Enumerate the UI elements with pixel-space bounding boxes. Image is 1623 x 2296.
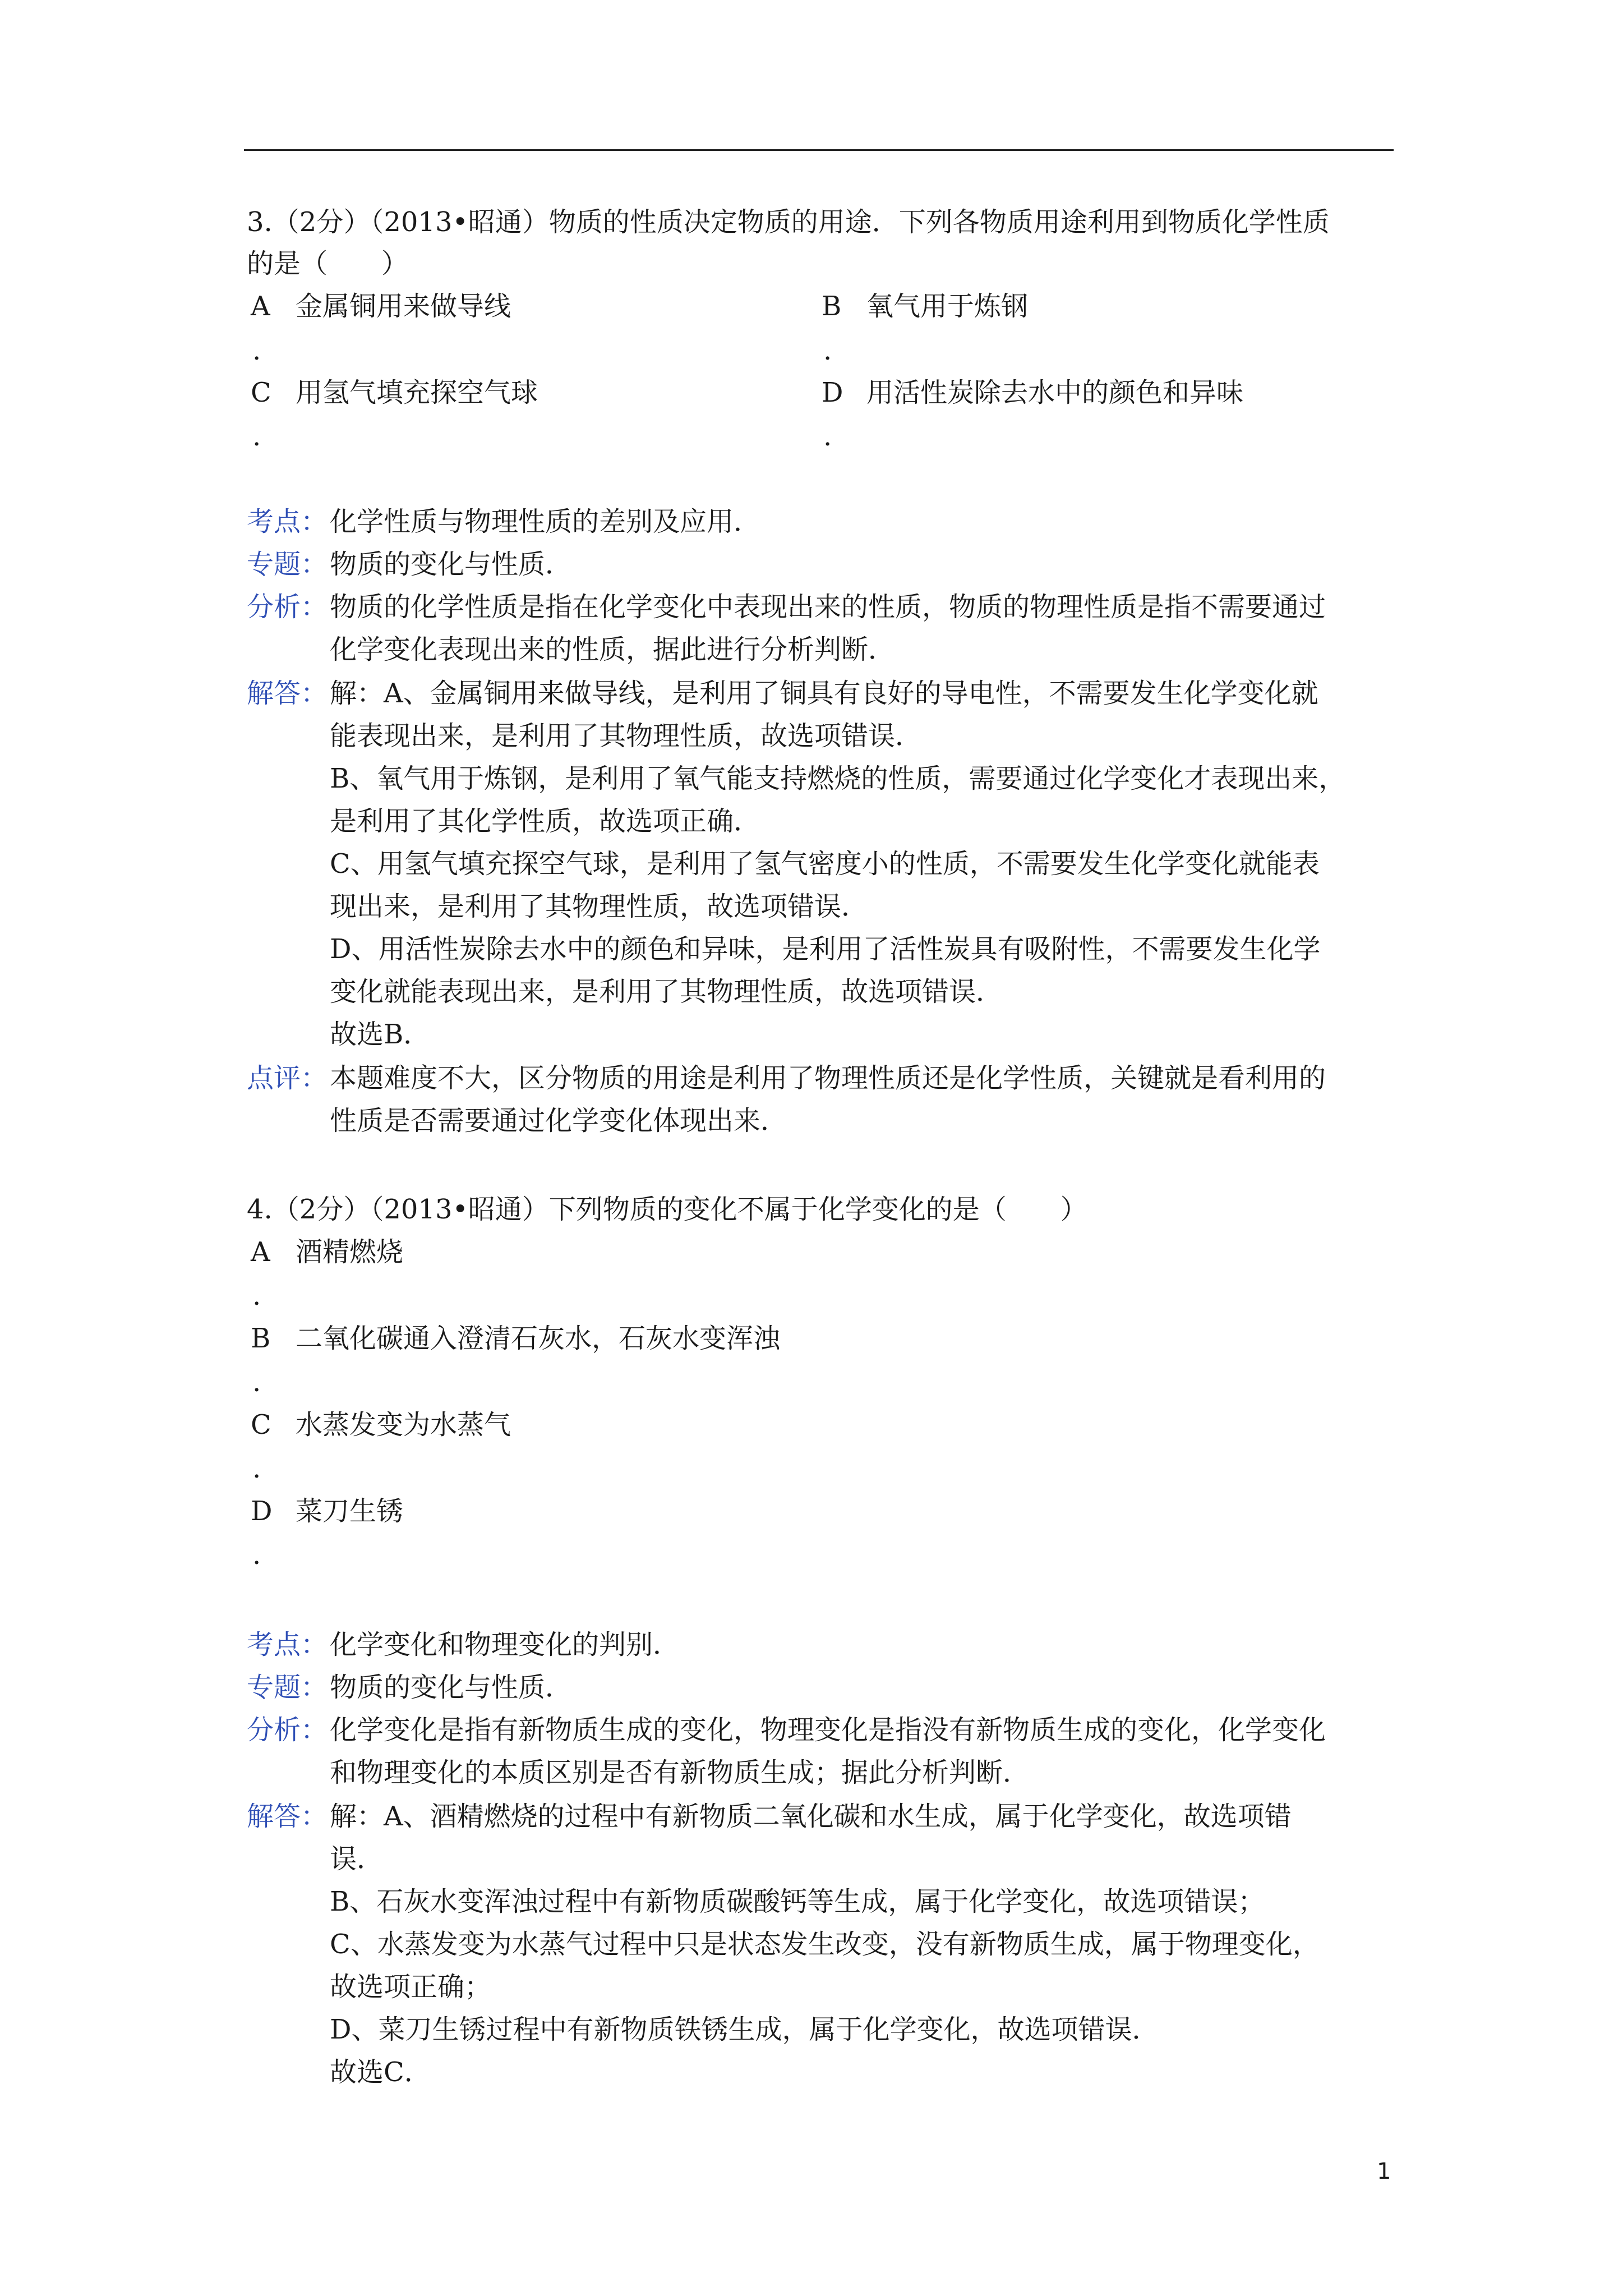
option-dot: .: [252, 335, 261, 366]
q3-option-b: [822, 285, 1028, 328]
q3-jieda-line: C、用氢气填充探空气球，是利用了氢气密度小的性质，不需要发生化学变化就能表: [330, 848, 1320, 880]
q3-jieda-line: 解：A、金属铜用来做导线，是利用了铜具有良好的导电性，不需要发生化学变化就: [330, 678, 1318, 709]
option-dot: .: [823, 421, 832, 452]
option-text: 氧气用于炼钢: [866, 291, 1029, 322]
option-letter: C: [251, 1409, 271, 1441]
option-dot: .: [252, 1366, 261, 1398]
q3-jieda-line: D、用活性炭除去水中的颜色和异味，是利用了活性炭具有吸附性，不需要发生化学: [330, 933, 1321, 965]
q4-jieda-line: 误．: [330, 1843, 384, 1875]
option-text: 金属铜用来做导线: [296, 291, 511, 322]
q3-dianping-label: 点评：: [247, 1062, 328, 1094]
option-letter: D: [251, 1496, 273, 1527]
q4-jieda-label: 解答：: [247, 1801, 328, 1832]
option-dot: .: [823, 335, 832, 366]
q4-fenxi-line: 化学变化是指有新物质生成的变化，物理变化是指没有新物质生成的变化，化学变化: [330, 1714, 1326, 1746]
q4-jieda-line: D、菜刀生锈过程中有新物质铁锈生成，属于化学变化，故选项错误．: [330, 2014, 1159, 2045]
q3-stem-line2: 的是（ ）: [247, 248, 409, 279]
q4-fenxi-label: 分析：: [247, 1714, 328, 1746]
q3-kaodian-label: 考点：: [247, 506, 328, 537]
q4-stem-line1: 4.（2分）（2013•昭通）下列物质的变化不属于化学变化的是（ ）: [247, 1194, 1087, 1225]
q4-option-c: [251, 1404, 511, 1446]
option-letter: B: [822, 291, 842, 322]
q3-jieda-line: 是利用了其化学性质，故选项正确．: [330, 806, 761, 837]
q4-option-a: [251, 1231, 403, 1273]
q3-zhuanti: 物质的变化与性质．: [330, 549, 573, 580]
option-text: 水蒸发变为水蒸气: [296, 1409, 511, 1441]
header-rule: [244, 149, 1394, 151]
q4-jieda-line: 解：A、酒精燃烧的过程中有新物质二氧化碳和水生成，属于化学变化，故选项错: [330, 1801, 1292, 1832]
q3-jieda-line: 能表现出来，是利用了其物理性质，故选项错误．: [330, 720, 923, 752]
q3-option-a: [251, 285, 511, 328]
option-letter: A: [251, 1236, 270, 1268]
q4-kaodian: 化学变化和物理变化的判别．: [330, 1629, 680, 1660]
option-text: 二氧化碳通入澄清石灰水，石灰水变浑浊: [296, 1323, 781, 1354]
q3-jieda-line: 故选B．: [330, 1019, 431, 1050]
option-dot: .: [252, 1539, 261, 1571]
q4-jieda-line: 故选C．: [330, 2056, 431, 2088]
q3-dianping-line: 本题难度不大，区分物质的用途是利用了物理性质还是化学性质，关键就是看利用的: [330, 1062, 1326, 1094]
q4-zhuanti: 物质的变化与性质．: [330, 1672, 573, 1703]
option-dot: .: [252, 421, 261, 452]
q3-jieda-line: 现出来，是利用了其物理性质，故选项错误．: [330, 891, 869, 922]
option-text: 酒精燃烧: [296, 1236, 404, 1268]
q4-option-d: [251, 1490, 403, 1533]
q3-jieda-line: B、氧气用于炼钢，是利用了氧气能支持燃烧的性质，需要通过化学变化才表现出来，: [330, 763, 1346, 794]
option-letter: A: [251, 291, 270, 322]
q3-stem-line1: 3.（2分）（2013•昭通）物质的性质决定物质的用途．下列各物质用途利用到物质化学性质: [247, 206, 1330, 238]
q3-jieda-line: 变化就能表现出来，是利用了其物理性质，故选项错误．: [330, 976, 1003, 1007]
option-dot: .: [252, 1453, 261, 1484]
option-letter: C: [251, 377, 271, 408]
option-letter: B: [251, 1323, 271, 1354]
q4-kaodian-label: 考点：: [247, 1629, 328, 1660]
q4-jieda-line: B、石灰水变浑浊过程中有新物质碳酸钙等生成，属于化学变化，故选项错误；: [330, 1886, 1265, 1917]
q3-option-c: [251, 371, 538, 414]
q4-jieda-line: C、水蒸发变为水蒸气过程中只是状态发生改变，没有新物质生成，属于物理变化，: [330, 1929, 1320, 1960]
q4-zhuanti-label: 专题：: [247, 1672, 328, 1703]
q4-option-b: [251, 1317, 780, 1360]
q4-jieda-line: 故选项正确；: [330, 1971, 492, 2003]
page-number: 1: [1377, 2159, 1391, 2184]
q3-kaodian: 化学性质与物理性质的差别及应用．: [330, 506, 761, 537]
option-text: 用氢气填充探空气球: [296, 377, 538, 408]
q3-option-d: [822, 371, 1243, 414]
option-text: 菜刀生锈: [296, 1496, 404, 1527]
option-text: 用活性炭除去水中的颜色和异味: [866, 377, 1244, 408]
option-letter: D: [822, 377, 843, 408]
option-dot: .: [252, 1280, 261, 1312]
q3-zhuanti-label: 专题：: [247, 549, 328, 580]
q3-fenxi-line: 物质的化学性质是指在化学变化中表现出来的性质，物质的物理性质是指不需要通过: [330, 591, 1326, 623]
q3-fenxi-label: 分析：: [247, 591, 328, 623]
q4-fenxi-line: 和物理变化的本质区别是否有新物质生成；据此分析判断．: [330, 1757, 1030, 1788]
q3-fenxi-line: 化学变化表现出来的性质，据此进行分析判断．: [330, 634, 896, 665]
q3-jieda-label: 解答：: [247, 678, 328, 709]
q3-dianping-line: 性质是否需要通过化学变化体现出来．: [330, 1105, 788, 1137]
